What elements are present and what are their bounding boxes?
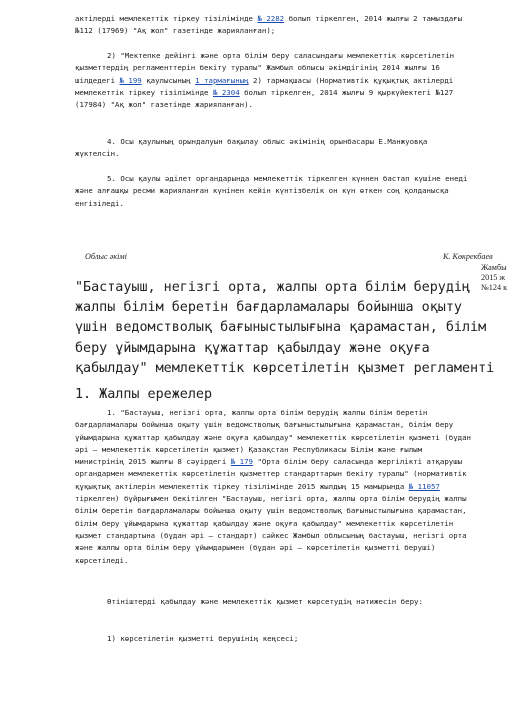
paragraph-text: актілерді мемлекеттік тіркеу тізілімінде — [75, 14, 253, 23]
paragraph-applications: Өтініштерді қабылдау және мемлекеттік қызмет көрсетудің нәтижесін беру: — [107, 597, 423, 606]
regulation-title: "Бастауыш, негізгі орта, жалпы орта білім берудің жалпы білім беретін бағдарламалары бойынша оқыту үшін ведомстволық бағыныстылығына қарамастан, білім беру ұйымдарына құжаттар қабылдау және оқуға қабылдау" мемлекеттік көрсетілетін қызмет регламенті — [75, 280, 495, 376]
paragraph-item-2 — [75, 50, 475, 111]
clause-link-1[interactable]: 1 тармағының — [195, 75, 249, 85]
signature-name: К. Көкрекбаев — [443, 252, 493, 261]
stamp-line-1: Жамбы — [481, 263, 507, 272]
stamp-line-2: 2015 ж — [481, 273, 506, 282]
registry-link-2304[interactable]: № 2304 — [212, 87, 240, 97]
signature-position: Облыс әкімі — [85, 252, 127, 261]
paragraph-clause-1 — [75, 407, 475, 567]
paragraph-text: қаулысының — [146, 75, 191, 85]
paragraph-text: "Орта білім беру саласында жергілікті атқарушы органдармен мемлекеттік көрсетілетін қызметтер стандарттарын бекіту туралы" (нормативтік құқықтық актілерін мемлекеттік тіркеу тізілімінде 2015 жылдың 15 мамырында — [75, 457, 467, 491]
paragraph-text: тіркелген) бұйрығымен бекітілген "Бастауыш, негізгі орта, жалпы орта білім берудің жалпы білім беретін бағдарламалары бойынша оқыту үшін ведомстволық бағыныстылығына қарамастан, білім беру ұйымдарына құжаттар қабылдау және оқуға қабылдау" мемлекеттік көрсетілетін қызмет стандартына (бұдан әрі – стандарт) сәйкес Жамбыл облысының бастауыш, негізгі орта және жалпы орта білім беру ұйымдарымен (бұдан әрі – көрсетілетін қызметті беруші) көрсетіледі. — [75, 494, 467, 565]
paragraph-text: 2) тармақшасы (Нормативтік құқықтық актілерді мемлекеттік тіркеу тізілімінде — [75, 75, 454, 97]
paragraph-item-4: 4. Осы қаулының орындалуын бақылау облыс әкімінің орынбасары Е.Манжуовқа жүктелсін. — [75, 137, 428, 159]
resolution-link-199[interactable]: № 199 — [119, 75, 142, 85]
paragraph-item-5: 5. Осы қаулы әділет органдарында мемлекеттік тіркелген күннен бастап күшіне енеді және алғашқы ресми жарияланған күнінен кейін күнтізбелік он күн өткен соң қолданысқа енгізіледі. — [75, 174, 468, 208]
paragraph-text: 1. "Бастауыш, негізгі орта, жалпы орта білім берудің жалпы білім беретін бағдарламалары бойынша оқыту үшін ведомстволық бағыныстылығына қарамастан, білім беру ұйымдарына құжаттар қабылдау және оқуға қабылдау" мемлекеттік көрсетілетін қызметі (бұдан әрі – мемлекеттік көрсетілетін қызмет) Қазақстан Республикасы Білім және ғылым министрінің 2015 жылғы 8 сәуірдегі — [75, 408, 472, 467]
paragraph-text: болып тіркелген, 2014 жылғы 2 тамыздағы №112 (17969) "Ақ жол" газетінде жарияланған); — [75, 14, 463, 36]
list-item-1: 1) көрсетілетін қызметті берушінің кеңсесі; — [107, 634, 299, 643]
registry-link-11057[interactable]: № 11057 — [408, 481, 440, 491]
section-heading: 1. Жалпы ережелер — [75, 387, 213, 402]
paragraph-text: болып тіркелген, 2014 жылғы 9 қыркүйектегі №127 (17984) "Ақ жол" газетінде жарияланған). — [75, 87, 454, 110]
stamp-line-3: №124 к — [481, 283, 508, 292]
order-link-179[interactable]: № 179 — [230, 457, 253, 467]
paragraph-text: 2) "Мектепке дейінгі және орта білім беру саласындағы мемлекеттік көрсетілетін қызметтердің регламенттерін бекіту туралы" Жамбыл облысы әкімдігінің 2014 жылғы 16 шілдедегі — [75, 51, 455, 85]
paragraph-top — [75, 13, 475, 38]
registry-link-2282[interactable]: № 2282 — [257, 14, 285, 23]
